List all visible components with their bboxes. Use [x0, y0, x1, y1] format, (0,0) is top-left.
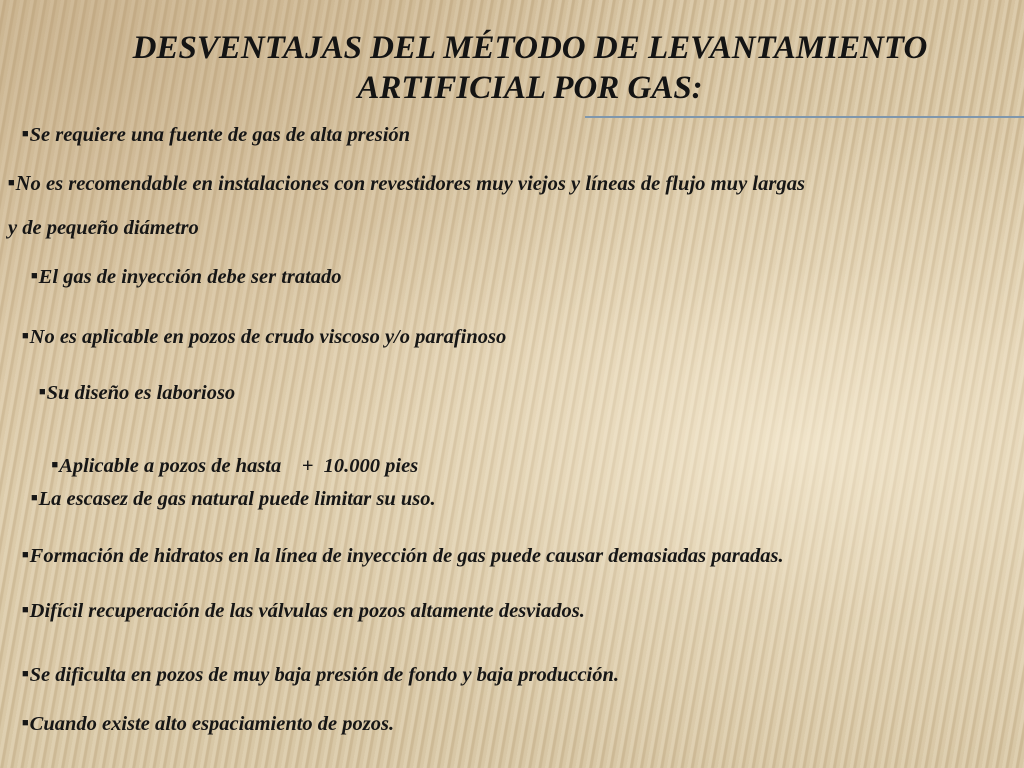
- bullet-square-icon: ■: [22, 717, 29, 729]
- bullet-square-icon: ■: [22, 604, 29, 616]
- bullet-text: La escasez de gas natural puede limitar su uso.: [38, 488, 436, 510]
- bullet-item: [22, 122, 410, 147]
- bullet-text: Se dificulta en pozos de muy baja presión de fondo y baja producción.: [29, 664, 620, 686]
- bullet-item: [22, 662, 619, 687]
- bullet-text: No es recomendable en instalaciones con revestidores muy viejos y líneas de flujo muy largas: [15, 173, 806, 195]
- bullet-item: [31, 486, 436, 511]
- bullet-continuation: [8, 216, 199, 240]
- bullet-square-icon: ■: [39, 386, 46, 398]
- bullet-item: [22, 324, 506, 349]
- bullet-item: [22, 543, 784, 568]
- bullet-item: [31, 264, 342, 289]
- bullet-item: [22, 711, 394, 736]
- bullet-text: Se requiere una fuente de gas de alta presión: [29, 124, 411, 146]
- bullet-item: [22, 598, 585, 623]
- bullet-text: Difícil recuperación de las válvulas en pozos altamente desviados.: [29, 600, 585, 622]
- bullet-text: Su diseño es laborioso: [46, 382, 236, 404]
- slide-title-line-1: DESVENTAJAS DEL MÉTODO DE LEVANTAMIENTO: [132, 30, 928, 66]
- slide-title-line-2: ARTIFICIAL POR GAS:: [357, 70, 703, 106]
- bullet-square-icon: ■: [22, 128, 29, 140]
- bullet-square-icon: ■: [22, 668, 29, 680]
- bullet-square-icon: ■: [31, 492, 38, 504]
- title-divider: [585, 116, 1024, 118]
- bullet-square-icon: ■: [8, 177, 15, 189]
- bullet-text: Cuando existe alto espaciamiento de pozos.: [29, 713, 395, 735]
- bullet-text: No es aplicable en pozos de crudo viscoso y/o parafinoso: [29, 326, 507, 348]
- bullet-square-icon: ■: [31, 270, 38, 282]
- bullet-item: [39, 380, 235, 405]
- bullet-square-icon: ■: [22, 330, 29, 342]
- bullet-text: Formación de hidratos en la línea de inyección de gas puede causar demasiadas paradas.: [29, 545, 784, 567]
- bullet-text: Aplicable a pozos de hasta + 10.000 pies: [59, 455, 419, 477]
- bullet-square-icon: ■: [51, 459, 59, 471]
- bullet-text: y de pequeño diámetro: [8, 217, 199, 239]
- bullet-item: [8, 171, 805, 196]
- bullet-square-icon: ■: [22, 549, 29, 561]
- bullet-text: El gas de inyección debe ser tratado: [38, 266, 342, 288]
